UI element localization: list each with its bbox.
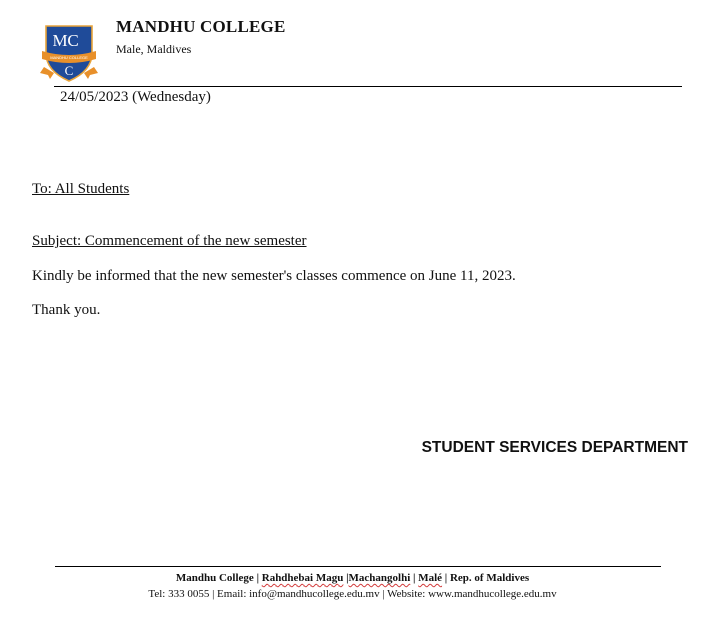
footer-email: Email: info@mandhucollege.edu.mv xyxy=(217,588,380,600)
letter-subject: Subject: Commencement of the new semester xyxy=(32,233,307,249)
svg-text:C: C xyxy=(67,31,79,50)
college-location: Male, Maldives xyxy=(116,42,192,56)
signature-department: STUDENT SERVICES DEPARTMENT xyxy=(421,439,688,456)
footer-street: Rahdhebai Magu xyxy=(261,572,344,584)
college-crest-icon xyxy=(40,23,98,83)
footer-college: Mandhu College xyxy=(175,572,254,584)
footer-city: Malé xyxy=(418,572,443,584)
footer-address: Mandhu College | Rahdhebai Magu |Machangolhi | Malé | Rep. of Maldives xyxy=(175,572,530,584)
college-name: MANDHU COLLEGE xyxy=(116,17,286,36)
letter-body: Kindly be informed that the new semester's classes commence on June 11, 2023. xyxy=(32,268,516,284)
footer-country: Rep. of Maldives xyxy=(449,572,530,584)
letter-date: 24/05/2023 (Wednesday) xyxy=(60,89,211,105)
letter-closing: Thank you. xyxy=(32,302,101,318)
footer-website: Website: www.mandhucollege.edu.mv xyxy=(387,588,557,600)
footer-area: Machangolhi xyxy=(348,572,411,584)
letter-recipient: To: All Students xyxy=(32,181,130,197)
svg-text:M: M xyxy=(52,31,68,50)
footer-contact: Tel: 333 0055 | Email: info@mandhucollege.edu.mv | Website: www.mandhucollege.edu.mv xyxy=(148,588,557,600)
svg-text:MANDHU COLLEGE: MANDHU COLLEGE xyxy=(50,55,88,60)
svg-text:C: C xyxy=(64,63,74,78)
header-divider xyxy=(54,86,682,87)
footer-divider xyxy=(55,566,661,567)
footer-tel: Tel: 333 0055 xyxy=(148,588,210,600)
